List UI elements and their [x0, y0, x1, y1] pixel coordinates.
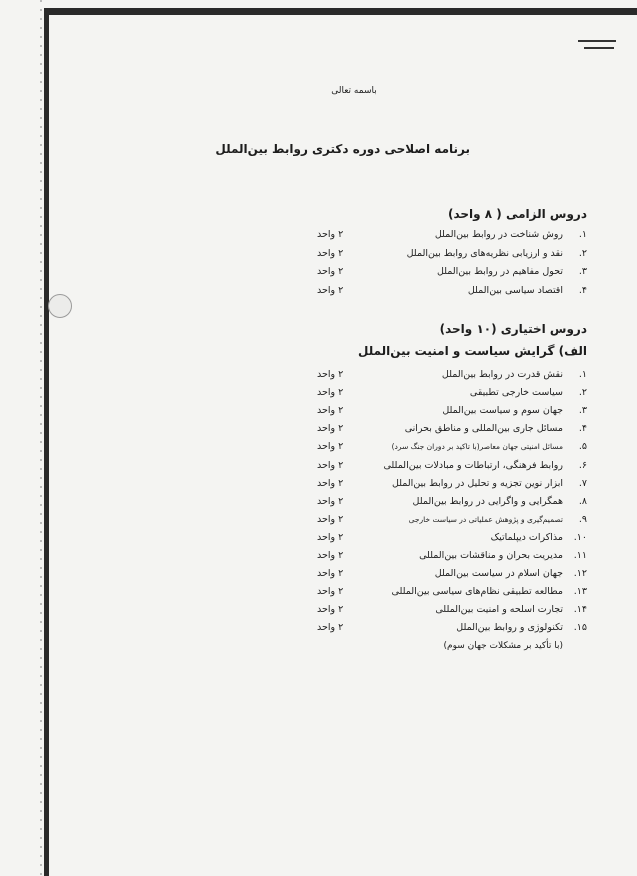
course-name: روش شناخت در روابط بین‌الملل [434, 229, 563, 240]
course-name: اقتصاد سیاسی بین‌الملل [467, 284, 563, 296]
course-number: ۱۴. [573, 604, 587, 616]
course-name: مدیریت بحران و مناقشات بین‌المللی [419, 550, 563, 561]
course-row [317, 226, 587, 243]
course-units: ۲ واحد [317, 550, 344, 561]
page-title: برنامه اصلاحی دوره دکتری روابط بین‌الملل [215, 142, 470, 156]
course-row [317, 282, 587, 299]
course-name: مطالعه تطبیقی نظام‌های سیاسی بین‌المللی [391, 586, 563, 598]
course-number: ۵. [578, 441, 587, 453]
course-units: ۲ واحد [317, 284, 344, 296]
course-units: ۲ واحد [317, 387, 344, 399]
course-row [317, 583, 587, 600]
course-units: ۲ واحد [317, 229, 344, 240]
course-number: ۶. [578, 459, 587, 471]
course-units: ۲ واحد [317, 568, 344, 580]
course-number: ۱۳. [573, 586, 587, 598]
course-number: ۷. [578, 477, 587, 489]
course-row [317, 457, 587, 474]
course-units: ۲ واحد [317, 622, 344, 634]
course-units: ۲ واحد [317, 423, 344, 435]
course-number: ۱۰. [573, 531, 587, 543]
course-row [317, 529, 587, 546]
course-number: ۳. [578, 405, 587, 417]
course-row [317, 565, 587, 582]
course-name: مسائل امنیتی جهان معاصر(با تاکید بر دوران جنگ سرد) [391, 442, 563, 452]
course-name: همگرایی و واگرایی در روابط بین‌الملل [412, 495, 563, 507]
elective-track-title: الف) گرایش سیاست و امنیت بین‌الملل [358, 344, 587, 358]
course-units: ۲ واحد [317, 604, 344, 616]
course-row [317, 511, 587, 528]
course-number: ۱۲. [573, 568, 587, 580]
course-name: نقد و ارزیابی نظریه‌های روابط بین‌الملل [406, 247, 563, 259]
course-units: ۲ واحد [317, 266, 344, 277]
course-row [317, 475, 587, 492]
course-name: تکنولوژی و روابط بین‌الملل [456, 622, 563, 634]
course-name: تصمیم‌گیری و پژوهش عملیاتی در سیاست خارجی [408, 514, 563, 524]
course-row [317, 420, 587, 437]
course-name: مذاکرات دیپلماتیک [490, 531, 563, 543]
course-15-note: (با تأکید بر مشکلات جهان سوم) [443, 641, 563, 651]
course-number: ۲. [578, 247, 587, 259]
course-number: ۱. [578, 369, 587, 380]
course-row [317, 245, 587, 262]
course-number: ۱۱. [573, 550, 587, 561]
course-row [317, 384, 587, 401]
course-number: ۳. [578, 266, 587, 277]
course-name: نقش قدرت در روابط بین‌الملل [441, 369, 563, 380]
course-row [317, 493, 587, 510]
course-number: ۱۵. [573, 622, 587, 634]
course-units: ۲ واحد [317, 247, 344, 259]
course-units: ۲ واحد [317, 513, 344, 525]
course-units: ۲ واحد [317, 586, 344, 598]
course-number: ۲. [578, 387, 587, 399]
course-name: جهان اسلام در سیاست بین‌الملل [434, 568, 563, 580]
mandatory-section-title: دروس الزامی ( ۸ واحد) [447, 207, 587, 221]
course-units: ۲ واحد [317, 531, 344, 543]
course-row [317, 619, 587, 636]
course-units: ۲ واحد [317, 369, 344, 380]
course-name: مسائل جاری بین‌المللی و مناطق بحرانی [404, 423, 563, 435]
course-units: ۲ واحد [317, 459, 344, 471]
course-units: ۲ واحد [317, 477, 344, 489]
course-name: ابزار نوین تجزیه و تحلیل در روابط بین‌الملل [391, 477, 563, 489]
course-units: ۲ واحد [317, 495, 344, 507]
course-row [317, 263, 587, 280]
course-row [317, 402, 587, 419]
course-row [317, 547, 587, 564]
course-row [317, 366, 587, 383]
course-name: سیاست خارجی تطبیقی [469, 387, 563, 399]
course-name: تجارت اسلحه و امنیت بین‌المللی [435, 604, 563, 616]
course-number: ۴. [578, 284, 587, 296]
course-number: ۱. [578, 229, 587, 240]
elective-section-title: دروس اختیاری (۱۰ واحد) [439, 322, 587, 336]
invocation-text: باسمه تعالی [331, 86, 377, 96]
course-name: روابط فرهنگی، ارتباطات و مبادلات بین‌المللی [383, 459, 563, 471]
course-units: ۲ واحد [317, 441, 344, 453]
course-units: ۲ واحد [317, 405, 344, 417]
course-number: ۹. [578, 513, 587, 525]
course-number: ۸. [578, 495, 587, 507]
course-row [317, 601, 587, 618]
course-name: تحول مفاهیم در روابط بین‌الملل [436, 266, 563, 277]
course-number: ۴. [578, 423, 587, 435]
course-row [317, 438, 587, 455]
course-name: جهان سوم و سیاست بین‌الملل [442, 405, 563, 417]
